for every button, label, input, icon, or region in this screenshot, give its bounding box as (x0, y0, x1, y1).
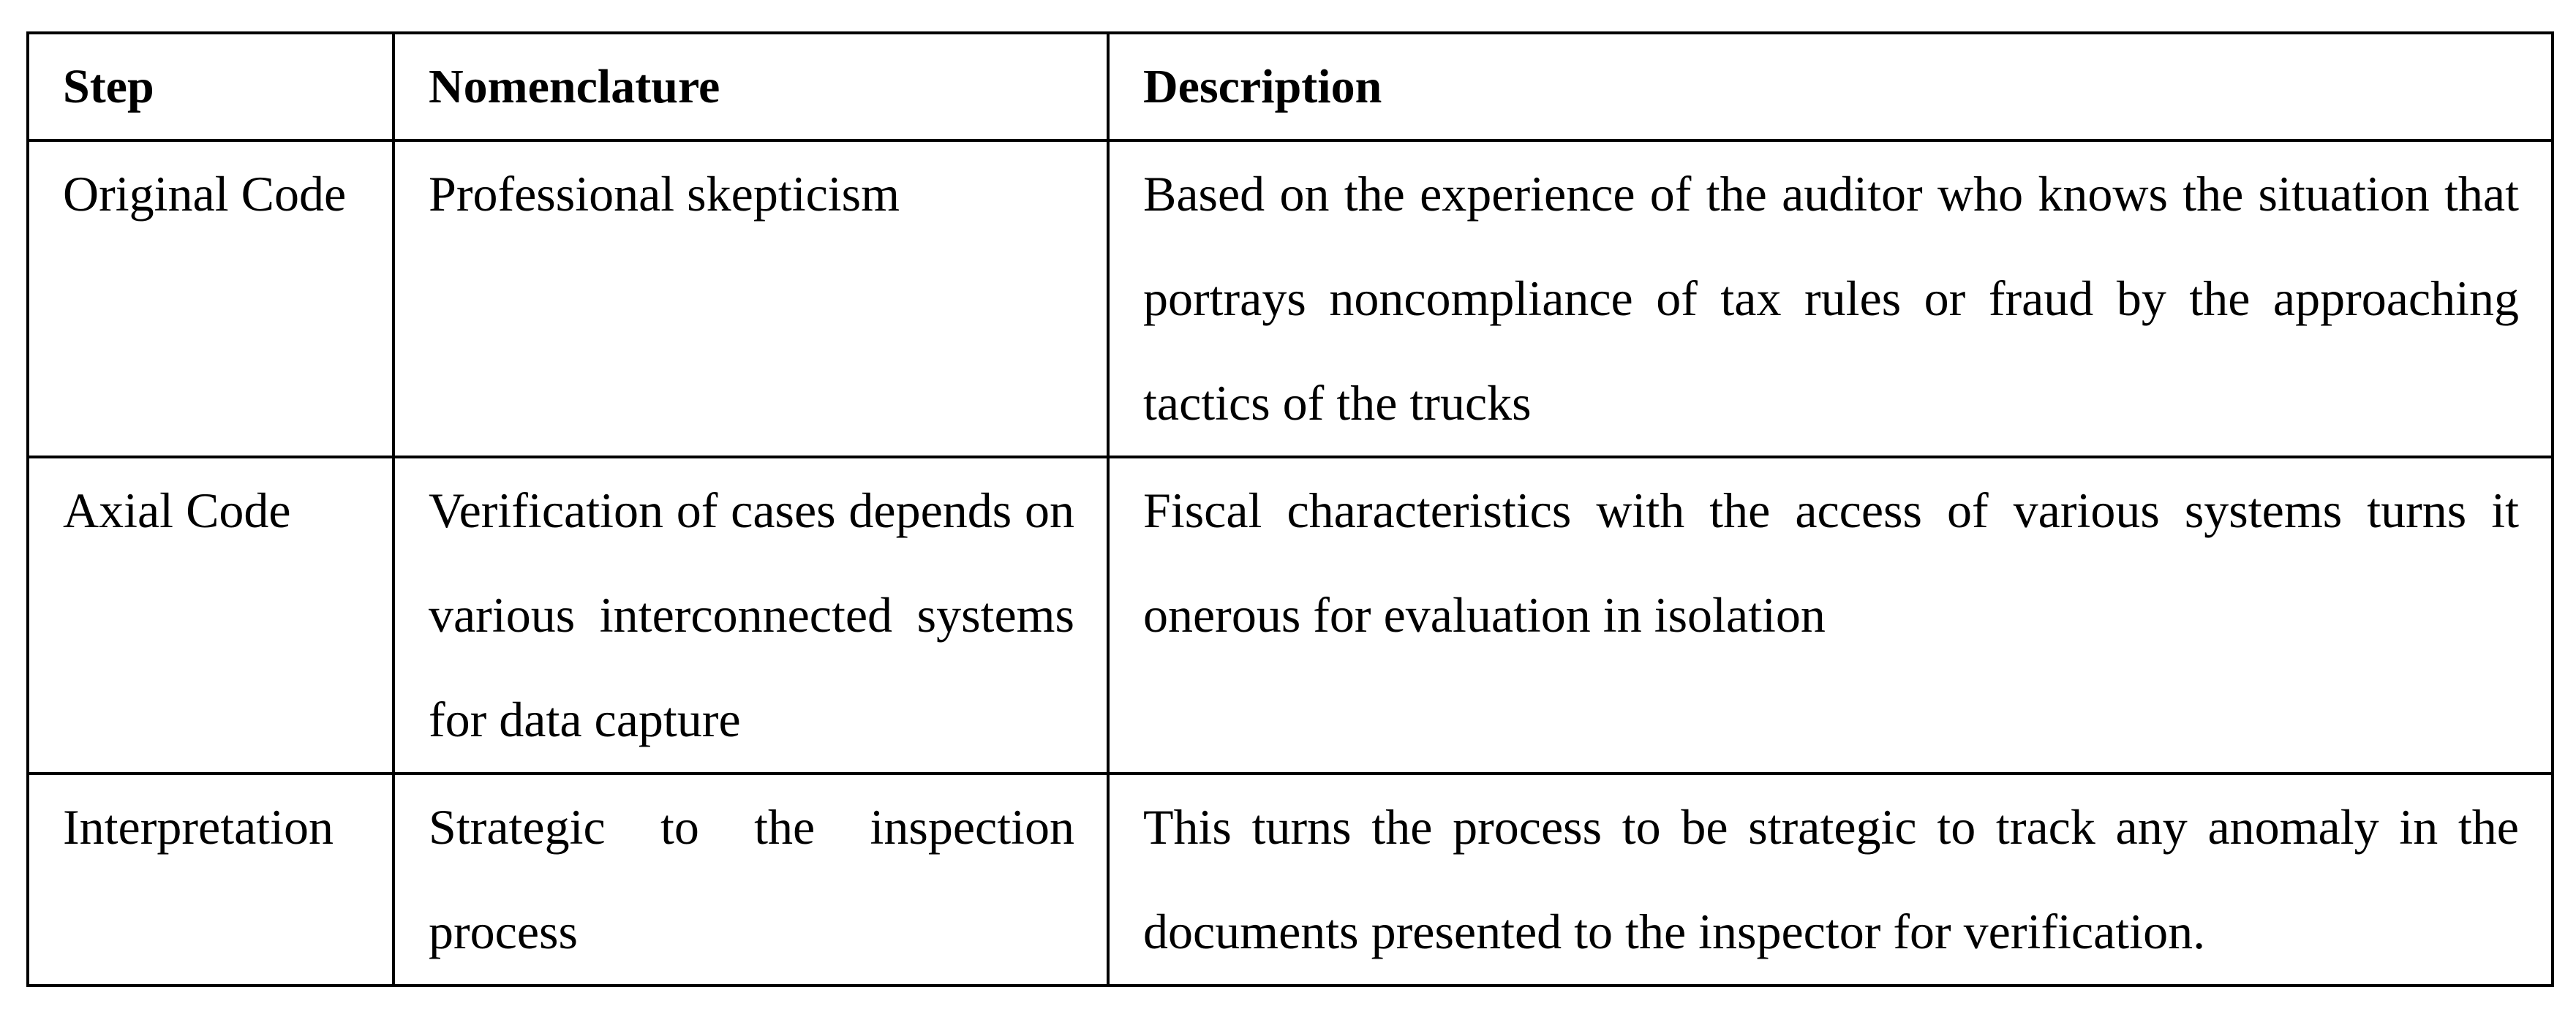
description-cell: Based on the experience of the auditor who knows the situation that portrays noncompliance of tax rules or fraud by the approaching tactics of the trucks (1108, 140, 2553, 457)
step-cell: Original Code (28, 140, 393, 457)
table-header (28, 33, 2553, 140)
header-nomenclature: Nomenclature (393, 33, 1108, 140)
step-cell: Axial Code (28, 457, 393, 774)
table-row (28, 140, 2553, 457)
table-body (28, 140, 2553, 986)
header-description: Description (1108, 33, 2553, 140)
step-cell: Interpretation (28, 774, 393, 986)
description-cell: This turns the process to be strategic to track any anomaly in the documents presented to the inspector for verification. (1108, 774, 2553, 986)
table-row (28, 457, 2553, 774)
table-row (28, 774, 2553, 986)
nomenclature-cell: Professional skepticism (393, 140, 1108, 457)
header-row (28, 33, 2553, 140)
description-cell: Fiscal characteristics with the access of various systems turns it onerous for evaluation in isolation (1108, 457, 2553, 774)
nomenclature-cell: Verification of cases depends on various interconnected systems for data capture (393, 457, 1108, 774)
header-step: Step (28, 33, 393, 140)
coding-table (26, 31, 2554, 987)
nomenclature-cell: Strategic to the inspection process (393, 774, 1108, 986)
